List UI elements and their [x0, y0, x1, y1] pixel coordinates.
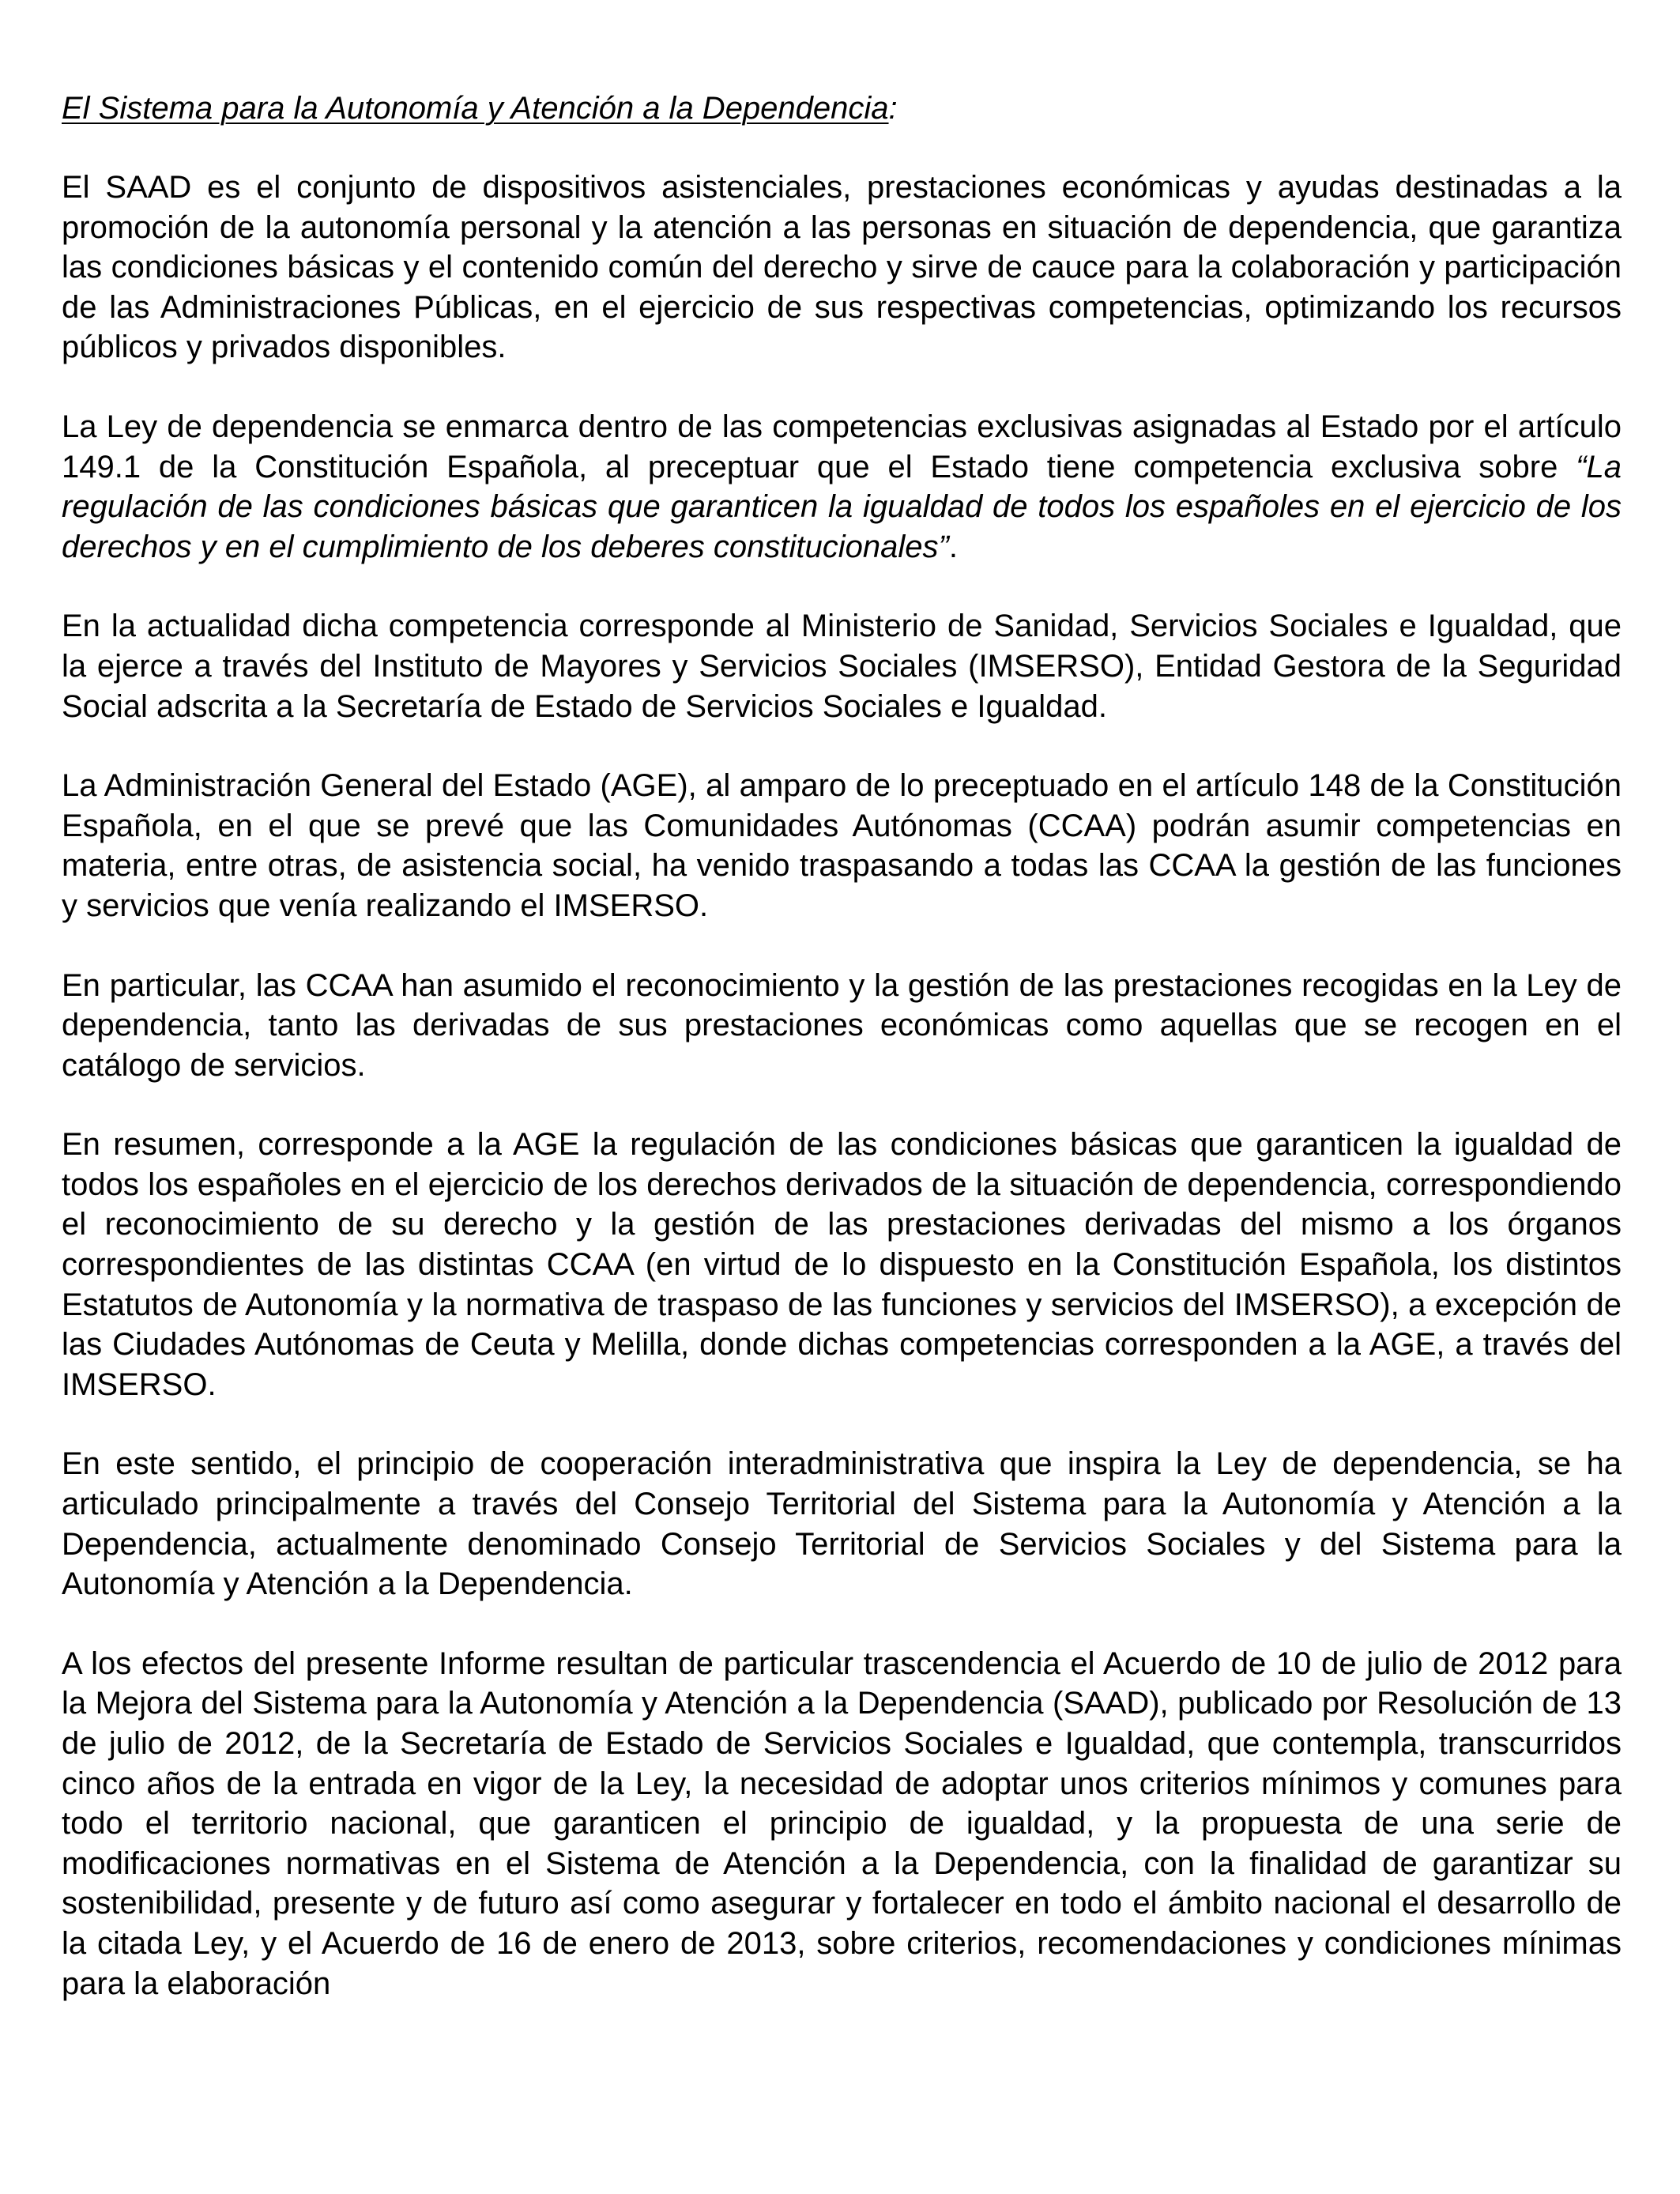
paragraph-ley-dependencia [62, 407, 1622, 567]
paragraph-resumen: En resumen, corresponde a la AGE la regulación de las condiciones básicas que garanticen la igualdad de todos los españoles en el ejercicio de los derechos derivados de la situación de dependencia, correspondiendo el reconocimiento de su derecho y la gestión de las prestaciones derivadas del mismo a los órganos correspondientes de las distintas CCAA (en virtud de lo dispuesto en la Constitución Española, los distintos Estatutos de Autonomía y la normativa de traspaso de las funciones y servicios del IMSERSO), a excepción de las Ciudades Autónomas de Ceuta y Melilla, donde dichas competencias corresponden a la AGE, a través del IMSERSO. [62, 1127, 1622, 1402]
section-heading [62, 89, 1622, 128]
paragraph-ley-dependencia-end: . [948, 529, 958, 564]
paragraph-cooperacion: En este sentido, el principio de cooperación interadministrativa que inspira la Ley de dependencia, se ha articulado principalmente a través del Consejo Territorial del Sistema para la Autonomía y Atención a la Dependencia, actualmente denominado Consejo Territorial de Servicios Sociales y del Sistema para la Autonomía y Atención a la Dependencia. [62, 1446, 1622, 1602]
paragraph-age: La Administración General del Estado (AGE), al amparo de lo preceptuado en el artículo 148 de la Constitución Española, en el que se prevé que las Comunidades Autónomas (CCAA) podrán asumir competencias en materia, entre otras, de asistencia social, ha venido traspasando a todas las CCAA la gestión de las funciones y servicios que venía realizando el IMSERSO. [62, 768, 1622, 923]
paragraph-ccaa: En particular, las CCAA han asumido el reconocimiento y la gestión de las prestaciones recogidas en la Ley de dependencia, tanto las derivadas de sus prestaciones económicas como aquellas que se recogen en el catálogo de servicios. [62, 967, 1622, 1083]
constitution-quote: “La regulación de las condiciones básicas que garanticen la igualdad de todos los españoles en el ejercicio de los derechos y en el cumplimiento de los deberes constitucionales” [62, 449, 1622, 564]
paragraph-saad-definition: El SAAD es el conjunto de dispositivos asistenciales, prestaciones económicas y ayudas destinadas a la promoción de la autonomía personal y la atención a las personas en situación de dependencia, que garantiza las condiciones básicas y el contenido común del derecho y sirve de cauce para la colaboración y participación de las Administraciones Públicas, en el ejercicio de sus respectivas competencias, optimizando los recursos públicos y privados disponibles. [62, 170, 1622, 365]
section-heading-colon: : [888, 91, 898, 126]
section-heading-title: El Sistema para la Autonomía y Atención a la Dependencia [62, 91, 889, 126]
paragraph-ministerio: En la actualidad dicha competencia corresponde al Ministerio de Sanidad, Servicios Sociales e Igualdad, que la ejerce a través del Instituto de Mayores y Servicios Sociales (IMSERSO), Entidad Gestora de la Seguridad Social adscrita a la Secretaría de Estado de Servicios Sociales e Igualdad. [62, 609, 1622, 724]
paragraph-ley-dependencia-text: La Ley de dependencia se enmarca dentro de las competencias exclusivas asignadas al Estado por el artículo 149.1 de la Constitución Española, al preceptuar que el Estado tiene competencia exclusiva sobre [62, 409, 1622, 484]
document-page [62, 89, 1622, 2043]
paragraph-acuerdos: A los efectos del presente Informe resultan de particular trascendencia el Acuerdo de 10 de julio de 2012 para la Mejora del Sistema para la Autonomía y Atención a la Dependencia (SAAD), publicado por Resolución de 13 de julio de 2012, de la Secretaría de Estado de Servicios Sociales e Igualdad, que contempla, transcurridos cinco años de la entrada en vigor de la Ley, la necesidad de adoptar unos criterios mínimos y comunes para todo el territorio nacional, que garanticen el principio de igualdad, y la propuesta de una serie de modificaciones normativas en el Sistema de Atención a la Dependencia, con la finalidad de garantizar su sostenibilidad, presente y de futuro así como asegurar y fortalecer en todo el ámbito nacional el desarrollo de la citada Ley, y el Acuerdo de 16 de enero de 2013, sobre criterios, recomendaciones y condiciones mínimas para la elaboración [62, 1646, 1622, 2001]
